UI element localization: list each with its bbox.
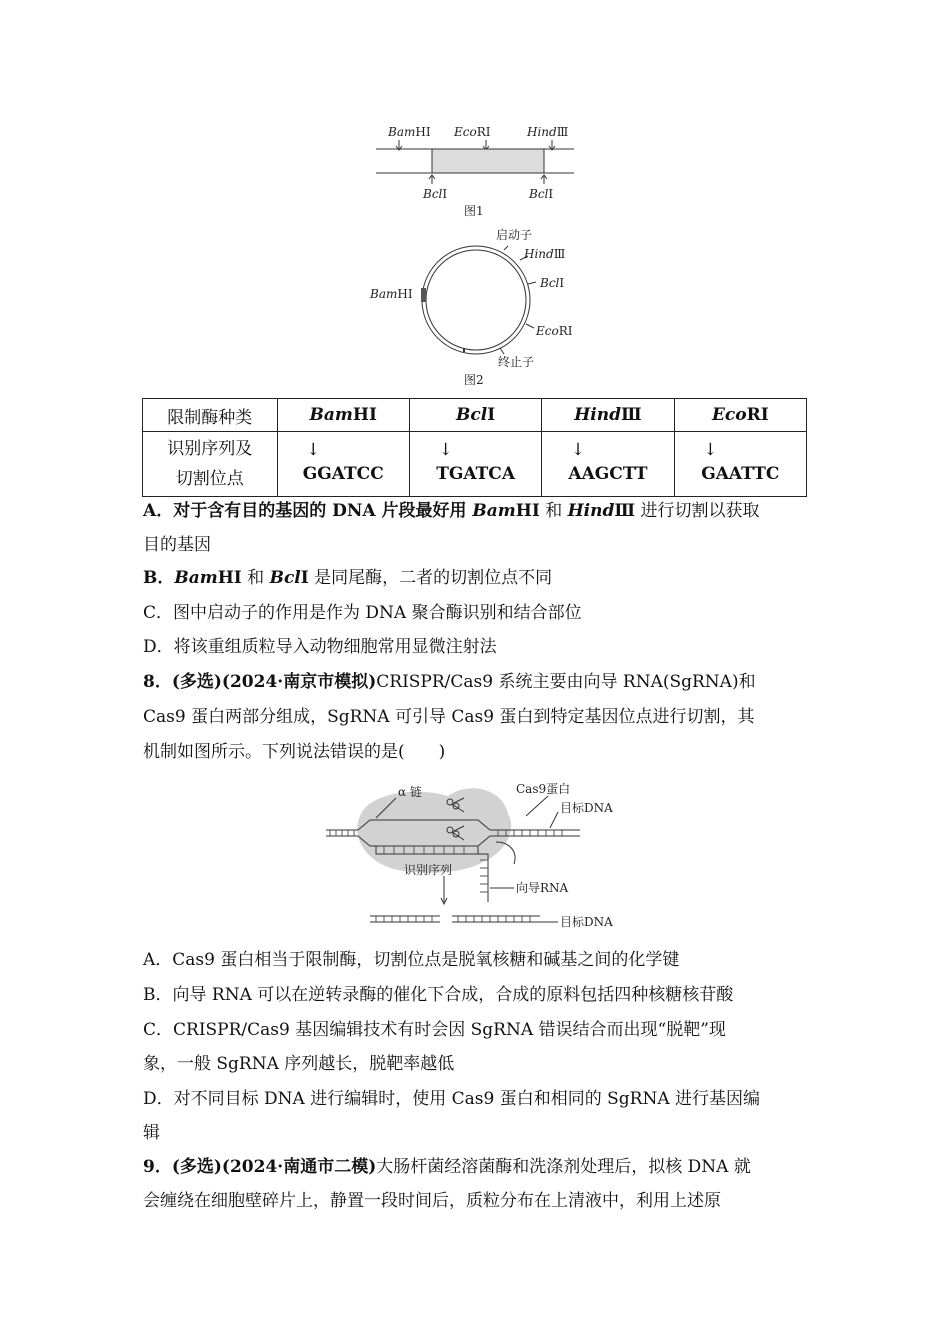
- q7-option-c: C．图中启动子的作用是作为 DNA 聚合酶识别和结合部位: [143, 603, 582, 623]
- enzyme-name-bcl1: BclⅠ: [409, 399, 541, 432]
- q9-stem-line2: 会缠绕在细胞壁碎片上，静置一段时间后，质粒分布在上清液中，利用上述原: [143, 1191, 721, 1211]
- q7-option-b: B．BamHⅠ 和 BclⅠ 是同尾酶，二者的切割位点不同: [143, 568, 553, 588]
- crispr-cas9-figure: [318, 776, 638, 936]
- q8-stem-line2: Cas9 蛋白两部分组成，SgRNA 可引导 Cas9 蛋白到特定基因位点进行切割，其: [143, 707, 755, 727]
- q8-option-d-line2: 辑: [143, 1123, 160, 1143]
- cut-site-arrow: ↓: [438, 440, 453, 460]
- fig1-caption: 图1: [464, 204, 484, 218]
- enzyme-name-ecor1: EcoRⅠ: [674, 399, 806, 432]
- svg-text:BamHⅠ: BamHⅠ: [388, 125, 431, 139]
- enzyme-name-bamh1: BamHⅠ: [277, 399, 409, 432]
- fig1-label-hind3: [526, 125, 568, 139]
- sequence-cell-ecor1: ↓ GAATTC: [674, 432, 806, 497]
- figure-1-linear-dna: [370, 118, 582, 222]
- fig2-promoter-label: 启动子: [496, 228, 533, 242]
- fig1-label-bcl1-left: [422, 187, 447, 201]
- guide-rna-label: 向导RNA: [516, 881, 569, 895]
- svg-text:EcoRⅠ: EcoRⅠ: [536, 324, 573, 338]
- target-gene-segment: [432, 149, 544, 173]
- recognition-sequence-label: 识别序列: [404, 863, 453, 877]
- fig1-label-bamh1: [387, 125, 431, 139]
- q8-stem-line1: 8．(多选)(2024·南京市模拟)CRISPR/Cas9 系统主要由向导 RNA(SgRNA)和: [143, 672, 756, 692]
- sequence-cell-hind3: ↓ AAGCTT: [542, 432, 674, 497]
- fig2-label-ecor1: [535, 324, 573, 338]
- svg-text:EcoRⅠ: EcoRⅠ: [454, 125, 491, 139]
- fig2-terminator-label: 终止子: [498, 355, 535, 369]
- svg-text:BclⅠ: BclⅠ: [529, 187, 554, 201]
- cut-site-arrow: ↓: [306, 440, 321, 460]
- q8-option-b: B．向导 RNA 可以在逆转录酶的催化下合成，合成的原料包括四种核糖核苷酸: [143, 985, 734, 1005]
- svg-text:HindⅢ: HindⅢ: [524, 247, 566, 261]
- q8-option-c-line2: 象，一般 SgRNA 序列越长，脱靶率越低: [143, 1054, 455, 1074]
- cut-site-arrow: ↓: [570, 440, 586, 460]
- sequence-cell-bamh1: ↓ GGATCC: [277, 432, 409, 497]
- q7-option-a-line1: A．对于含有目的基因的 DNA 片段最好用 BamHⅠ 和 HindⅢ 进行切割以获取: [143, 501, 760, 521]
- q8-option-d-line1: D．对不同目标 DNA 进行编辑时，使用 Cas9 蛋白和相同的 SgRNA 进行基因编: [143, 1089, 760, 1109]
- q8-stem-line3: 机制如图所示。下列说法错误的是( ): [143, 742, 446, 762]
- alpha-chain-label: α 链: [398, 785, 422, 799]
- fig2-label-bamh1: [369, 287, 413, 301]
- sequence-cell-bcl1: ↓ TGATCA: [409, 432, 541, 497]
- bamh1-site-marker: [421, 288, 426, 302]
- enzyme-name-hind3: HindⅢ: [542, 399, 674, 432]
- q8-option-c-line1: C．CRISPR/Cas9 基因编辑技术有时会因 SgRNA 错误结合而出现“脱靶”现: [143, 1020, 726, 1040]
- restriction-enzyme-table: [142, 398, 807, 497]
- figure-2-plasmid: [360, 224, 590, 392]
- fig1-label-ecor1: [453, 125, 491, 139]
- svg-text:BamHⅠ: BamHⅠ: [370, 287, 413, 301]
- q7-option-a-line2: 目的基因: [143, 535, 211, 555]
- q7-option-d: D．将该重组质粒导入动物细胞常用显微注射法: [143, 637, 497, 657]
- svg-text:HindⅢ: HindⅢ: [527, 125, 569, 139]
- table-sequence-row: [143, 432, 807, 497]
- svg-text:BclⅠ: BclⅠ: [540, 276, 565, 290]
- fig2-label-hind3: [523, 247, 565, 261]
- target-dna-label-top: 目标DNA: [560, 801, 613, 815]
- cut-site-arrow: ↓: [703, 440, 718, 460]
- target-dna-label-bottom: 目标DNA: [560, 915, 613, 929]
- cas9-protein-label: Cas9蛋白: [516, 782, 571, 796]
- q9-stem-line1: 9．(多选)(2024·南通市二模)大肠杆菌经溶菌酶和洗涤剂处理后，拟核 DNA 就: [143, 1157, 751, 1177]
- table-row-label: 识别序列及 切割位点: [143, 432, 278, 497]
- table-header-row: [143, 399, 807, 432]
- fig1-label-bcl1-right: [528, 187, 553, 201]
- q8-option-a: A．Cas9 蛋白相当于限制酶，切割位点是脱氧核糖和碱基之间的化学键: [143, 950, 680, 970]
- svg-text:BclⅠ: BclⅠ: [423, 187, 448, 201]
- fig2-caption: 图2: [464, 373, 484, 387]
- fig2-label-bcl1: [539, 276, 564, 290]
- table-header-label: 限制酶种类: [143, 399, 278, 432]
